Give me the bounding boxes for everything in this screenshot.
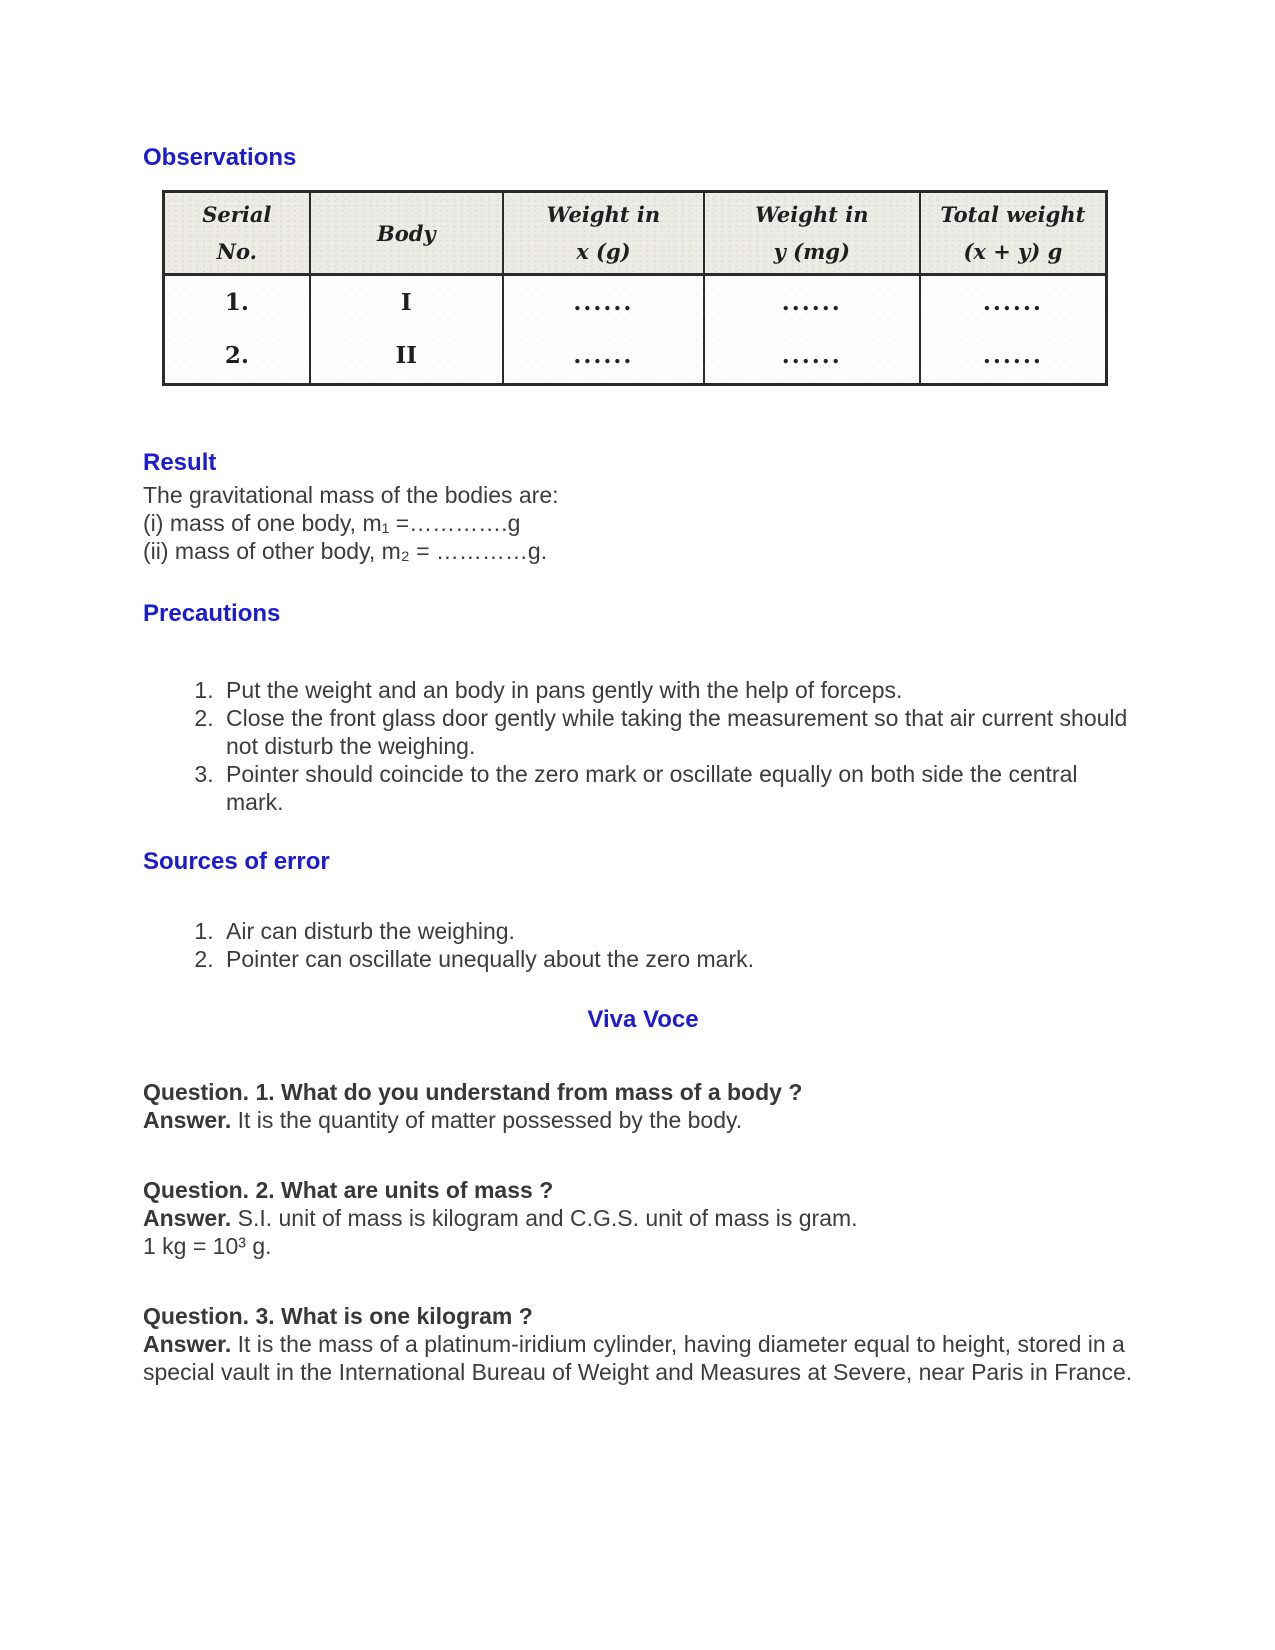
- answer-text: It is the quantity of matter possessed by the body.: [237, 1107, 743, 1133]
- answer-2: [143, 1204, 1143, 1232]
- precautions-section: [143, 601, 1143, 816]
- list-item: 2. Close the front glass door gently while taking the measurement so that air current should not disturb the weighing.: [220, 704, 1141, 760]
- result-intro: The gravitational mass of the bodies are:: [143, 482, 559, 508]
- precautions-list: [143, 676, 1143, 816]
- cell-serial-1: 1.: [164, 275, 310, 330]
- col-header-weight-x: Weight in x (g): [503, 192, 704, 275]
- cell-body-2: II: [310, 330, 503, 385]
- observations-table-header: [164, 192, 1107, 275]
- cell-weight-x-2: ......: [503, 330, 704, 385]
- table-row: [164, 330, 1107, 385]
- qa-item-1: [143, 1078, 1143, 1134]
- viva-voce-heading: Viva Voce: [587, 1006, 699, 1033]
- cell-weight-y-1: ......: [704, 275, 920, 330]
- cell-total-1: ......: [920, 275, 1107, 330]
- cell-weight-x-1: ......: [503, 275, 704, 330]
- observations-table-scan: [162, 190, 1143, 386]
- answer-3: [143, 1330, 1143, 1386]
- qa-item-2: [143, 1176, 1143, 1260]
- result-heading: Result: [143, 449, 217, 476]
- question-2: Question. 2. What are units of mass ?: [143, 1177, 554, 1203]
- observations-table: [162, 190, 1108, 386]
- answer-text: It is the mass of a platinum-iridium cylinder, having diameter equal to height, stored in a special vault in the International Bureau of Weight and Measures at Severe, near Paris in France.: [143, 1331, 1133, 1385]
- list-item: 1. Air can disturb the weighing.: [220, 917, 1141, 945]
- answer-label: Answer.: [143, 1205, 232, 1231]
- page-content: [143, 145, 1143, 1386]
- qa-item-3: [143, 1302, 1143, 1386]
- answer-label: Answer.: [143, 1107, 232, 1133]
- cell-total-2: ......: [920, 330, 1107, 385]
- result-lines: [143, 481, 1143, 565]
- col-header-total-weight: Total weight (x + y) g: [920, 192, 1107, 275]
- question-1: Question. 1. What do you understand from mass of a body ?: [143, 1079, 803, 1105]
- result-section: [143, 450, 1143, 565]
- list-item: 2. Pointer can oscillate unequally about the zero mark.: [220, 945, 1141, 973]
- viva-voce-section: [143, 1007, 1143, 1386]
- col-header-weight-y: Weight in y (mg): [704, 192, 920, 275]
- result-mass-2: (ii) mass of other body, m₂ = …………g.: [143, 538, 548, 564]
- col-header-serial-no: Serial No.: [164, 192, 310, 275]
- result-mass-1: (i) mass of one body, m₁ =………….g: [143, 510, 521, 536]
- answer-2-extra: 1 kg = 10³ g.: [143, 1233, 272, 1259]
- cell-serial-2: 2.: [164, 330, 310, 385]
- list-item: 1. Put the weight and an body in pans gently with the help of forceps.: [220, 676, 1141, 704]
- cell-weight-y-2: ......: [704, 330, 920, 385]
- list-item: 3. Pointer should coincide to the zero mark or oscillate equally on both side the central mark.: [220, 760, 1141, 816]
- observations-section: [143, 145, 1143, 386]
- answer-label: Answer.: [143, 1331, 232, 1357]
- precautions-heading: Precautions: [143, 600, 281, 627]
- answer-1: [143, 1106, 1143, 1134]
- cell-body-1: I: [310, 275, 503, 330]
- answer-text: S.I. unit of mass is kilogram and C.G.S. unit of mass is gram.: [237, 1205, 858, 1231]
- sources-of-error-list: [143, 917, 1143, 973]
- col-header-body: Body: [310, 192, 503, 275]
- sources-of-error-heading: Sources of error: [143, 848, 330, 875]
- sources-of-error-section: [143, 849, 1143, 973]
- table-row: [164, 275, 1107, 330]
- observations-heading: Observations: [143, 144, 297, 171]
- question-3: Question. 3. What is one kilogram ?: [143, 1303, 533, 1329]
